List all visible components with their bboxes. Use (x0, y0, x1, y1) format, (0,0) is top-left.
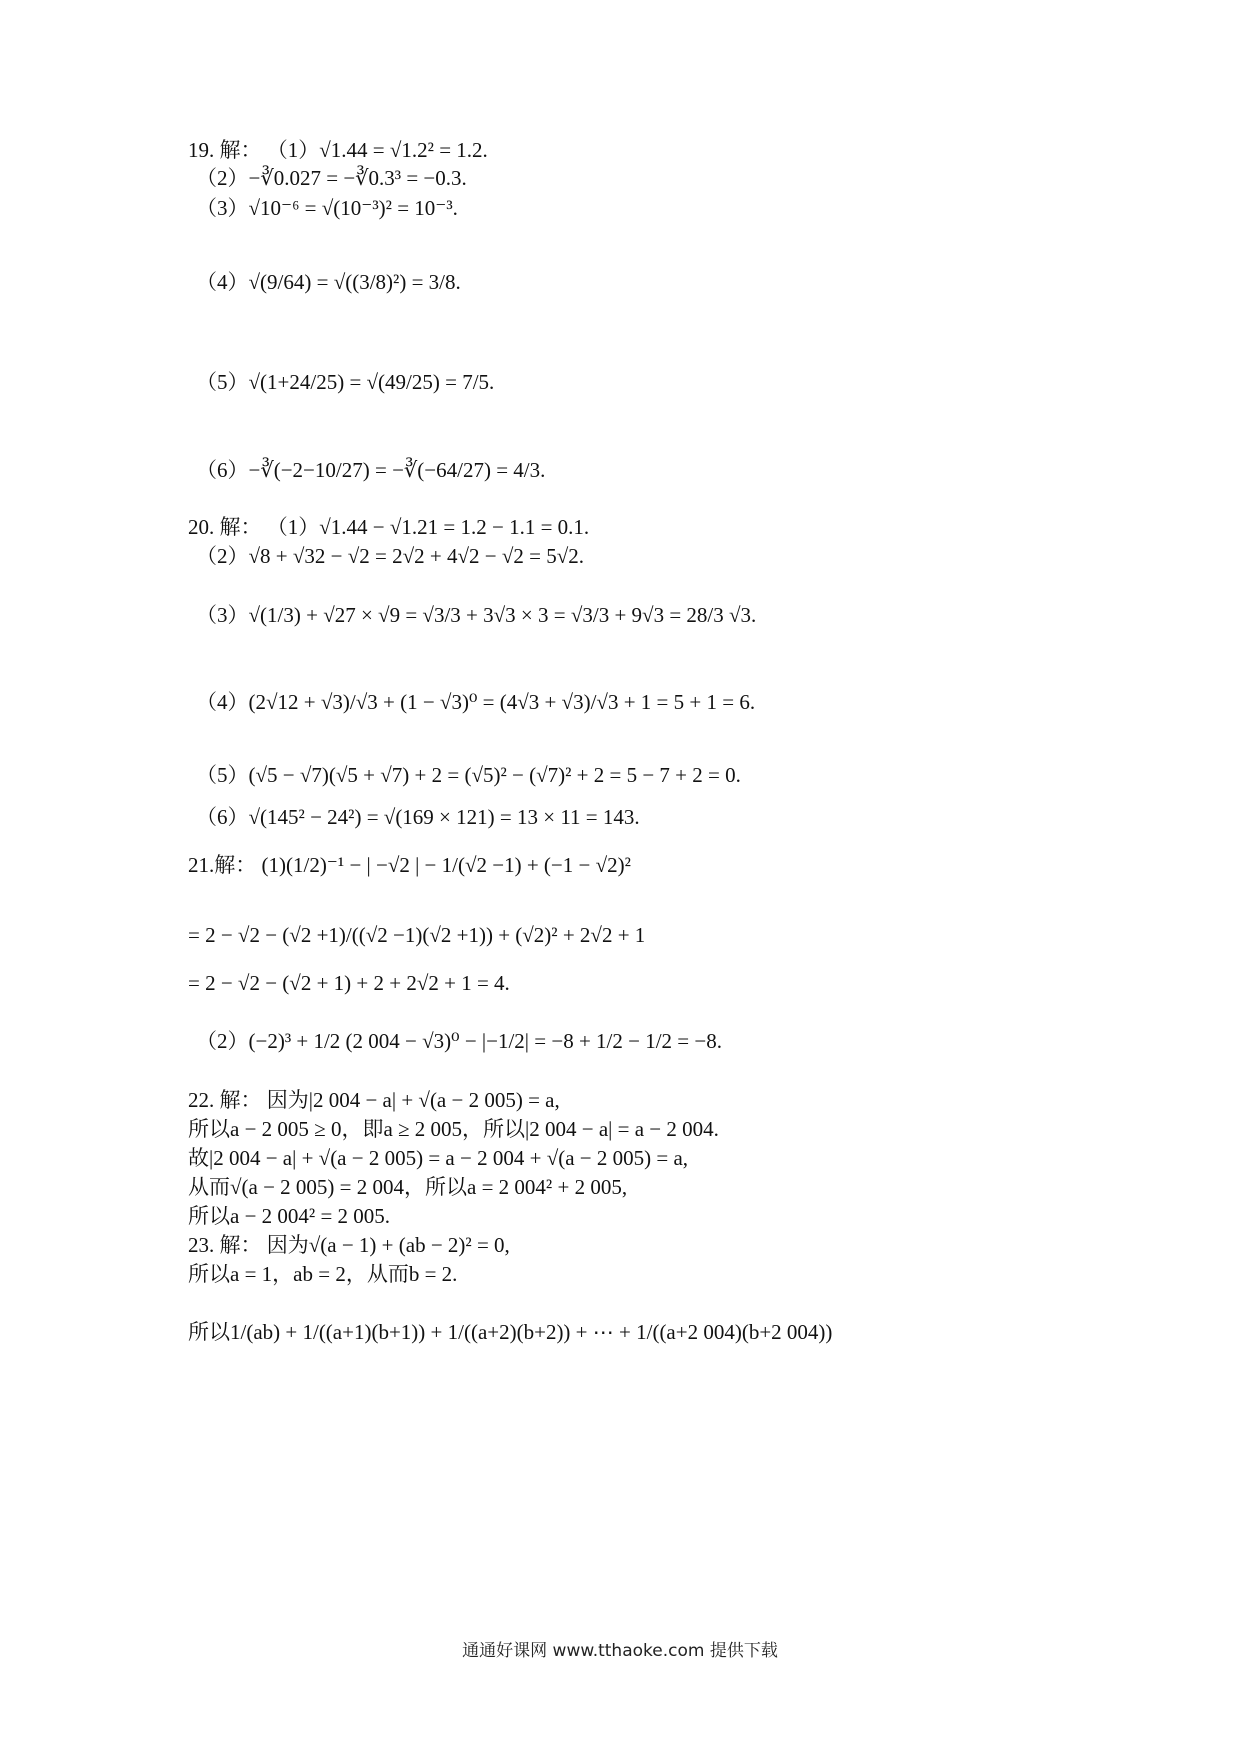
problem-19-part-1: （1）√1.44 = √1.2² = 1.2. (266, 138, 488, 162)
problem-23-step-3: 所以1/(ab) + 1/((a+1)(b+1)) + 1/((a+2)(b+2)) + ⋯ + 1/((a+2 004)(b+2 004)) (188, 1320, 833, 1344)
problem-22-number: 22. 解： (188, 1088, 262, 1112)
problem-23-step-2: 所以a = 1，ab = 2，从而b = 2. (188, 1262, 458, 1286)
problem-21-step-2: = 2 − √2 − (√2 + 1) + 2 + 2√2 + 1 = 4. (188, 971, 510, 995)
problem-20-part-6: （6）√(145² − 24²) = √(169 × 121) = 13 × 11 = 143. (196, 805, 640, 829)
problem-19-line-1 (188, 140, 488, 161)
problem-21-part-1: (1)(1/2)⁻¹ − | −√2 | − 1/(√2 −1) + (−1 − √2)² (261, 853, 631, 877)
problem-19-part-4: （4）√(9/64) = √((3/8)²) = 3/8. (196, 270, 461, 294)
problem-20-line-1 (188, 517, 589, 538)
problem-22-step-5: 所以a − 2 004² = 2 005. (188, 1204, 391, 1228)
problem-23-step-1: 因为√(a − 1) + (ab − 2)² = 0, (266, 1233, 510, 1257)
problem-22-step-3: 故|2 004 − a| + √(a − 2 005) = a − 2 004 + √(a − 2 005) = a, (188, 1146, 689, 1170)
problem-22-step-1: 因为|2 004 − a| + √(a − 2 005) = a, (266, 1088, 560, 1112)
problem-20-number: 20. 解： (188, 515, 262, 539)
problem-20-part-2: （2）√8 + √32 − √2 = 2√2 + 4√2 − √2 = 5√2. (196, 544, 584, 568)
problem-19-part-3: （3）√10⁻⁶ = √(10⁻³)² = 10⁻³. (196, 196, 458, 220)
problem-20-part-5: （5）(√5 − √7)(√5 + √7) + 2 = (√5)² − (√7)² + 2 = 5 − 7 + 2 = 0. (196, 763, 741, 787)
problem-23-line-1 (188, 1235, 510, 1256)
problem-22-step-4: 从而√(a − 2 005) = 2 004，所以a = 2 004² + 2 005, (188, 1175, 628, 1199)
problem-21-part-2: （2）(−2)³ + 1/2 (2 004 − √3)⁰ − |−1/2| = −8 + 1/2 − 1/2 = −8. (196, 1029, 722, 1053)
page-footer: 通通好课网 www.tthaoke.com 提供下载 (462, 1641, 778, 1661)
problem-22-step-2: 所以a − 2 005 ≥ 0，即a ≥ 2 005，所以|2 004 − a| = a − 2 004. (188, 1117, 719, 1141)
problem-21-line-1 (188, 855, 631, 876)
problem-20-part-1: （1）√1.44 − √1.21 = 1.2 − 1.1 = 0.1. (266, 515, 590, 539)
problem-19-part-5: （5）√(1+24/25) = √(49/25) = 7/5. (196, 370, 495, 394)
problem-20-part-3: （3）√(1/3) + √27 × √9 = √3/3 + 3√3 × 3 = √3/3 + 9√3 = 28/3 √3. (196, 603, 757, 627)
problem-21-step-1: = 2 − √2 − (√2 +1)/((√2 −1)(√2 +1)) + (√2)² + 2√2 + 1 (188, 923, 646, 947)
problem-21-number: 21.解： (188, 853, 257, 877)
problem-23-number: 23. 解： (188, 1233, 262, 1257)
problem-19-part-6: （6）−∛(−2−10/27) = −∛(−64/27) = 4/3. (196, 458, 546, 482)
problem-22-line-1 (188, 1090, 560, 1111)
problem-19-part-2: （2）−∛0.027 = −∛0.3³ = −0.3. (196, 166, 467, 190)
problem-20-part-4: （4）(2√12 + √3)/√3 + (1 − √3)⁰ = (4√3 + √3)/√3 + 1 = 5 + 1 = 6. (196, 690, 756, 714)
problem-19-number: 19. 解： (188, 138, 262, 162)
